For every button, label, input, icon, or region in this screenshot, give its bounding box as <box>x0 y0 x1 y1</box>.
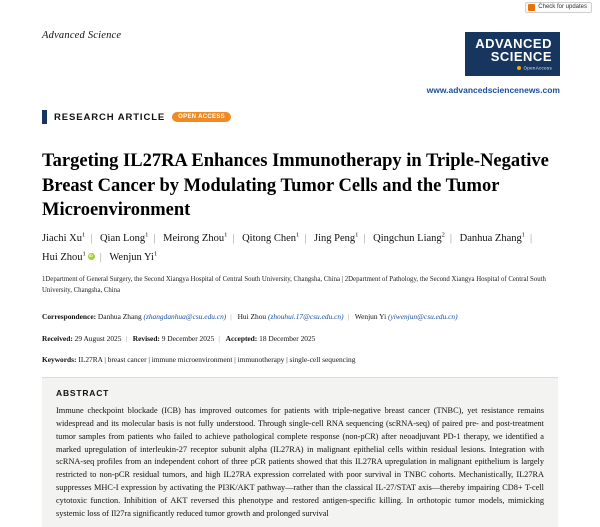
correspondence <box>42 311 558 322</box>
author-name[interactable]: Hui Zhou <box>42 252 83 264</box>
update-square-icon <box>528 4 535 11</box>
author-affiliation-marker: 1 <box>224 231 228 239</box>
revised-label: Revised: <box>132 334 160 343</box>
dates-separator: | <box>218 334 220 343</box>
author-separator: | <box>90 233 93 244</box>
check-for-updates-label: Check for updates <box>538 4 587 10</box>
abstract-text: Immune checkpoint blockade (ICB) has improved outcomes for patients with triple-negative breast cancer (TNBC), yet resistance remains widespread and its molecular basis is not fully understood. Through single-cell RNA sequencing (scRNA-seq) of paired pre- and post-treatment tumor samples from patients who failed to achieve pathological complete response (non-pCR) after neoadjuvant PD-1 therapy, we identified a marked upregulation of interleukin-27 receptor subunit alpha (IL27RA) in malignant epithelial cells within residual lesions. Integration with scRNA-seq profiles from an independent cohort of three pCR patients showed that this IL27RA upregulation in malignant epithelium is largely restricted to non-pCR residual tumors, and high IL27RA expression correlated with poor survival in TNBC cohorts. Mechanistically, IL27RA suppresses MHC-I expression by activating the PI3K/AKT pathway—rather than the classical IL-27/STAT axis—thereby impairing CD8+ T-cell cytotoxic function. Inhibition of AKT reversed this phenotype and restored antigen-specific killing. In orthotopic tumor models, mimicking systemic loss of Il27ra significantly reduced tumor growth and prolonged survival <box>56 406 544 518</box>
author-separator: | <box>530 233 533 244</box>
correspondence-email[interactable]: (zhouhui.17@csu.edu.cn) <box>268 312 344 321</box>
author-separator: | <box>304 233 307 244</box>
article-type-bar-icon <box>42 110 47 124</box>
author-affiliation-marker: 1 <box>296 231 300 239</box>
author-affiliation-marker: 1 <box>82 250 86 258</box>
author-affiliation-marker: 1 <box>153 250 158 258</box>
journal-logo-line2: SCIENCE <box>490 49 552 64</box>
dates-separator: | <box>125 334 127 343</box>
running-head: Advanced Science <box>42 30 122 41</box>
open-access-dot-icon <box>517 66 521 70</box>
revised-value: 9 December 2025 <box>161 334 215 343</box>
correspondence-author: Hui Zhou <box>237 312 267 321</box>
keywords-value: IL27RA | breast cancer | immune microenvironment | immunotherapy | single-cell sequencing <box>78 355 356 364</box>
author-affiliation-marker: 1 <box>81 231 86 239</box>
abstract-section <box>42 377 558 527</box>
open-access-logo-text: OpenAccess <box>523 65 552 71</box>
journal-logo <box>465 32 560 76</box>
author-name[interactable]: Qitong Chen <box>242 233 297 244</box>
author-affiliation-marker: 1 <box>145 231 149 239</box>
check-for-updates-bar <box>0 0 600 14</box>
open-access-logo-label <box>475 66 552 71</box>
author-name[interactable]: Jing Peng <box>314 233 356 244</box>
correspondence-separator: | <box>347 312 350 321</box>
correspondence-author: Wenjun Yi <box>354 312 387 321</box>
open-access-badge: OPEN ACCESS <box>172 112 231 122</box>
correspondence-email[interactable]: (yiwenjun@csu.edu.cn) <box>387 312 458 321</box>
abstract-heading: ABSTRACT <box>56 388 110 398</box>
accepted-label: Accepted: <box>225 334 258 343</box>
author-separator: | <box>153 233 156 244</box>
author-name[interactable]: Danhua Zhang <box>459 233 522 244</box>
correspondence-label: Correspondence: <box>42 312 97 321</box>
article-type-label: RESEARCH ARTICLE <box>54 111 166 123</box>
author-name[interactable]: Qingchun Liang <box>373 233 442 244</box>
author-list <box>42 229 558 268</box>
received-label: Received: <box>42 334 73 343</box>
journal-logo-line1: ADVANCED <box>475 36 552 51</box>
journal-logo-block <box>427 32 560 95</box>
author-separator: | <box>99 252 102 264</box>
author-separator: | <box>363 233 366 244</box>
correspondence-author: Danhua Zhang <box>97 312 142 321</box>
article-page <box>0 14 600 518</box>
keywords-row <box>42 355 558 364</box>
author-affiliation-marker: 2 <box>441 231 445 239</box>
author-name[interactable]: Jiachi Xu <box>42 233 82 244</box>
author-name[interactable]: Qian Long <box>99 233 146 244</box>
correspondence-separator: | <box>230 312 232 321</box>
author-affiliation-marker: 1 <box>521 231 526 239</box>
keywords-label: Keywords: <box>42 355 77 364</box>
author-separator: | <box>232 233 235 244</box>
author-affiliation-marker: 1 <box>355 231 359 239</box>
author-name[interactable]: Wenjun Yi <box>109 252 154 264</box>
check-for-updates-button[interactable] <box>525 2 592 13</box>
article-dates <box>42 334 558 343</box>
affiliations: 1Department of General Surgery, the Second Xiangya Hospital of Central South University, Changsha, China | 2Department of Pathology, the Second Xiangya Hospital of Central South University, Changsha, China <box>42 276 546 294</box>
accepted-value: 18 December 2025 <box>259 334 316 343</box>
correspondence-email[interactable]: (zhangdanhua@csu.edu.cn) <box>143 312 227 321</box>
author-separator: | <box>449 233 453 244</box>
author-name[interactable]: Meirong Zhou <box>163 233 225 244</box>
article-type-row <box>42 110 231 124</box>
received-value: 29 August 2025 <box>74 334 122 343</box>
journal-url-link[interactable]: www.advancedsciencenews.com <box>426 85 560 95</box>
page-title: Targeting IL27RA Enhances Immunotherapy in Triple-Negative Breast Cancer by Modulating Tumor Cells and the Tumor Microenvironment <box>42 151 549 221</box>
orcid-icon[interactable] <box>88 253 95 260</box>
